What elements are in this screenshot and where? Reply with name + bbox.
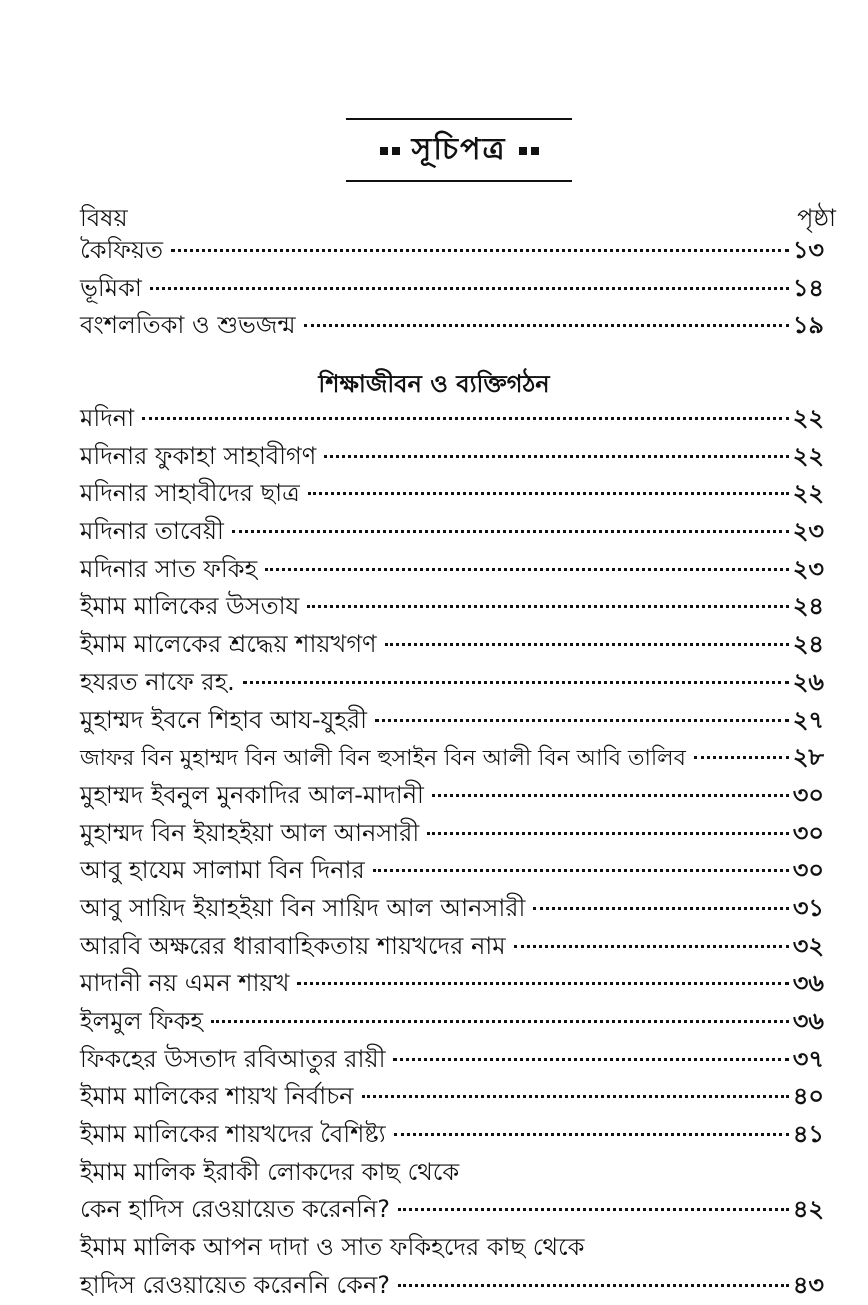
entry-label: মদিনার তাবেয়ী xyxy=(80,517,224,546)
toc-entry xyxy=(80,270,824,308)
dot-leader xyxy=(211,1020,789,1023)
entry-page: ২৪ xyxy=(792,630,824,659)
dot-leader xyxy=(171,249,789,252)
entry-page: ৩০ xyxy=(792,780,824,809)
dot-leader xyxy=(694,756,789,759)
section-entries xyxy=(80,400,824,1305)
entry-page: ২২ xyxy=(792,441,824,470)
entry-label: ভূমিকা xyxy=(80,273,142,302)
toc-entry xyxy=(80,928,824,966)
entry-label: মদিনার সাহাবীদের ছাত্র xyxy=(80,479,300,508)
dot-leader xyxy=(243,681,789,684)
dot-leader xyxy=(393,1058,788,1061)
dot-leader xyxy=(398,1284,789,1287)
dot-leader xyxy=(324,455,789,458)
dot-leader xyxy=(427,832,789,835)
entry-label-line2: কেন হাদিস রেওয়ায়েত করেননি? xyxy=(80,1195,391,1224)
entry-label: ইমাম মালিকের শায়খ নির্বাচন xyxy=(80,1082,354,1111)
entry-page: ১৩ xyxy=(792,236,824,264)
toc-entry xyxy=(80,513,824,551)
entry-label-line1: ইমাম মালিক ইরাকী লোকদের কাছ থেকে xyxy=(80,1157,460,1186)
entry-page: ২২ xyxy=(792,404,824,432)
title-ornament-right xyxy=(517,141,541,160)
entry-page: ৪১ xyxy=(792,1120,824,1149)
entry-page: ৪২ xyxy=(792,1195,824,1224)
toc-title-box xyxy=(346,118,572,182)
dot-leader xyxy=(307,605,788,608)
dot-leader xyxy=(308,492,789,495)
dot-leader xyxy=(150,287,789,290)
entry-label: মুহাম্মদ ইবনুল মুনকাদির আল-মাদানী xyxy=(80,780,424,809)
toc-entry xyxy=(80,626,824,664)
entry-page: ৩০ xyxy=(792,818,824,847)
entry-page: ৩১ xyxy=(792,893,824,922)
dot-leader xyxy=(398,1208,789,1211)
entry-label-line2: হাদিস রেওয়ায়েত করেননি কেন? xyxy=(80,1270,391,1299)
subject-column-label: বিষয় xyxy=(80,204,128,232)
toc-entry xyxy=(80,400,824,438)
dot-leader xyxy=(514,945,789,948)
toc-entry xyxy=(80,307,824,345)
toc-entry xyxy=(80,664,824,702)
entry-page: ২৪ xyxy=(792,592,824,621)
entry-label: জাফর বিন মুহাম্মদ বিন আলী বিন হুসাইন বিন আলী বিন আবি তালিব xyxy=(80,746,686,772)
entry-page: ৪৩ xyxy=(792,1270,824,1299)
toc-entry-line1 xyxy=(80,1229,824,1267)
entry-page: ৩০ xyxy=(792,856,824,885)
dot-leader xyxy=(394,1133,789,1136)
entry-label: বংশলতিকা ও শুভজন্ম xyxy=(80,311,296,340)
entry-label: হযরত নাফে রহ. xyxy=(80,667,235,696)
entry-label-line1: ইমাম মালিক আপন দাদা ও সাত ফকিহদের কাছ থেকে xyxy=(80,1233,585,1262)
toc-entry xyxy=(80,890,824,928)
toc-entry xyxy=(80,1003,824,1041)
entry-page: ২৭ xyxy=(792,705,824,734)
dot-leader xyxy=(375,719,789,722)
toc-entry xyxy=(80,1078,824,1116)
entry-label: কৈফিয়ত xyxy=(80,236,164,264)
toc-entry xyxy=(80,438,824,476)
entry-page: ৪০ xyxy=(792,1082,824,1111)
toc-entry xyxy=(80,551,824,589)
entry-page: ৩২ xyxy=(792,931,824,960)
entry-page: ৩৬ xyxy=(792,969,824,998)
toc-entry xyxy=(80,852,824,890)
intro-entries xyxy=(80,232,824,345)
dot-leader xyxy=(232,530,789,533)
entry-label: মদিনার সাত ফকিহ xyxy=(80,554,258,583)
entry-label: ফিকহের উসতাদ রবিআতুর রায়ী xyxy=(80,1044,386,1073)
page-column-label: পৃষ্ঠা xyxy=(797,204,836,232)
toc-entry xyxy=(80,965,824,1003)
entry-label: মুহাম্মদ বিন ইয়াহইয়া আল আনসারী xyxy=(80,818,420,847)
dot-leader xyxy=(432,794,789,797)
toc-entry xyxy=(80,739,824,777)
entry-label: আবু সায়িদ ইয়াহইয়া বিন সায়িদ আল আনসারী xyxy=(80,893,526,922)
title-ornament-left xyxy=(378,141,402,160)
entry-page: ২৩ xyxy=(792,517,824,546)
toc-entry xyxy=(80,815,824,853)
toc-entry xyxy=(80,1191,824,1229)
dot-leader xyxy=(533,907,788,910)
entry-label: মদিনা xyxy=(80,404,135,432)
toc-entry xyxy=(80,702,824,740)
toc-entry xyxy=(80,777,824,815)
entry-page: ৩৬ xyxy=(792,1007,824,1035)
entry-page: ১৪ xyxy=(792,273,824,302)
dot-leader xyxy=(362,1095,789,1098)
entry-page: ২২ xyxy=(792,479,824,508)
entry-page: ২৬ xyxy=(792,667,824,696)
toc-entry-line1 xyxy=(80,1154,824,1192)
entry-label: ইমাম মালেকের শ্রদ্ধেয় শায়খগণ xyxy=(80,630,377,659)
entry-page: ১৯ xyxy=(792,311,824,340)
toc-entry xyxy=(80,1116,824,1154)
entry-page: ২৩ xyxy=(792,554,824,583)
dot-leader xyxy=(142,417,789,420)
toc-entry xyxy=(80,1041,824,1079)
entry-label: আবু হাযেম সালামা বিন দিনার xyxy=(80,856,365,885)
dot-leader xyxy=(265,568,789,571)
entry-page: ২৮ xyxy=(792,743,824,772)
entry-page: ৩৭ xyxy=(792,1044,824,1073)
entry-label: আরবি অক্ষরের ধারাবাহিকতায় শায়খদের নাম xyxy=(80,931,506,960)
toc-entry xyxy=(80,232,824,270)
entry-label: মুহাম্মদ ইবনে শিহাব আয-যুহরী xyxy=(80,705,367,734)
entry-label: মাদানী নয় এমন শায়খ xyxy=(80,969,290,998)
entry-label: ইলমুল ফিকহ xyxy=(80,1007,204,1035)
page-title: সূচিপত্র xyxy=(411,131,507,167)
toc-entry xyxy=(80,588,824,626)
toc-entry xyxy=(80,1267,824,1305)
dot-leader xyxy=(304,324,789,327)
dot-leader xyxy=(297,982,788,985)
dot-leader xyxy=(373,869,789,872)
toc-entry xyxy=(80,475,824,513)
entry-label: ইমাম মালিকের উসতায xyxy=(80,592,300,621)
section-heading: শিক্ষাজীবন ও ব্যক্তিগঠন xyxy=(318,370,550,398)
entry-label: মদিনার ফুকাহা সাহাবীগণ xyxy=(80,441,317,470)
entry-label: ইমাম মালিকের শায়খদের বৈশিষ্ট্য xyxy=(80,1120,386,1149)
dot-leader xyxy=(385,643,789,646)
